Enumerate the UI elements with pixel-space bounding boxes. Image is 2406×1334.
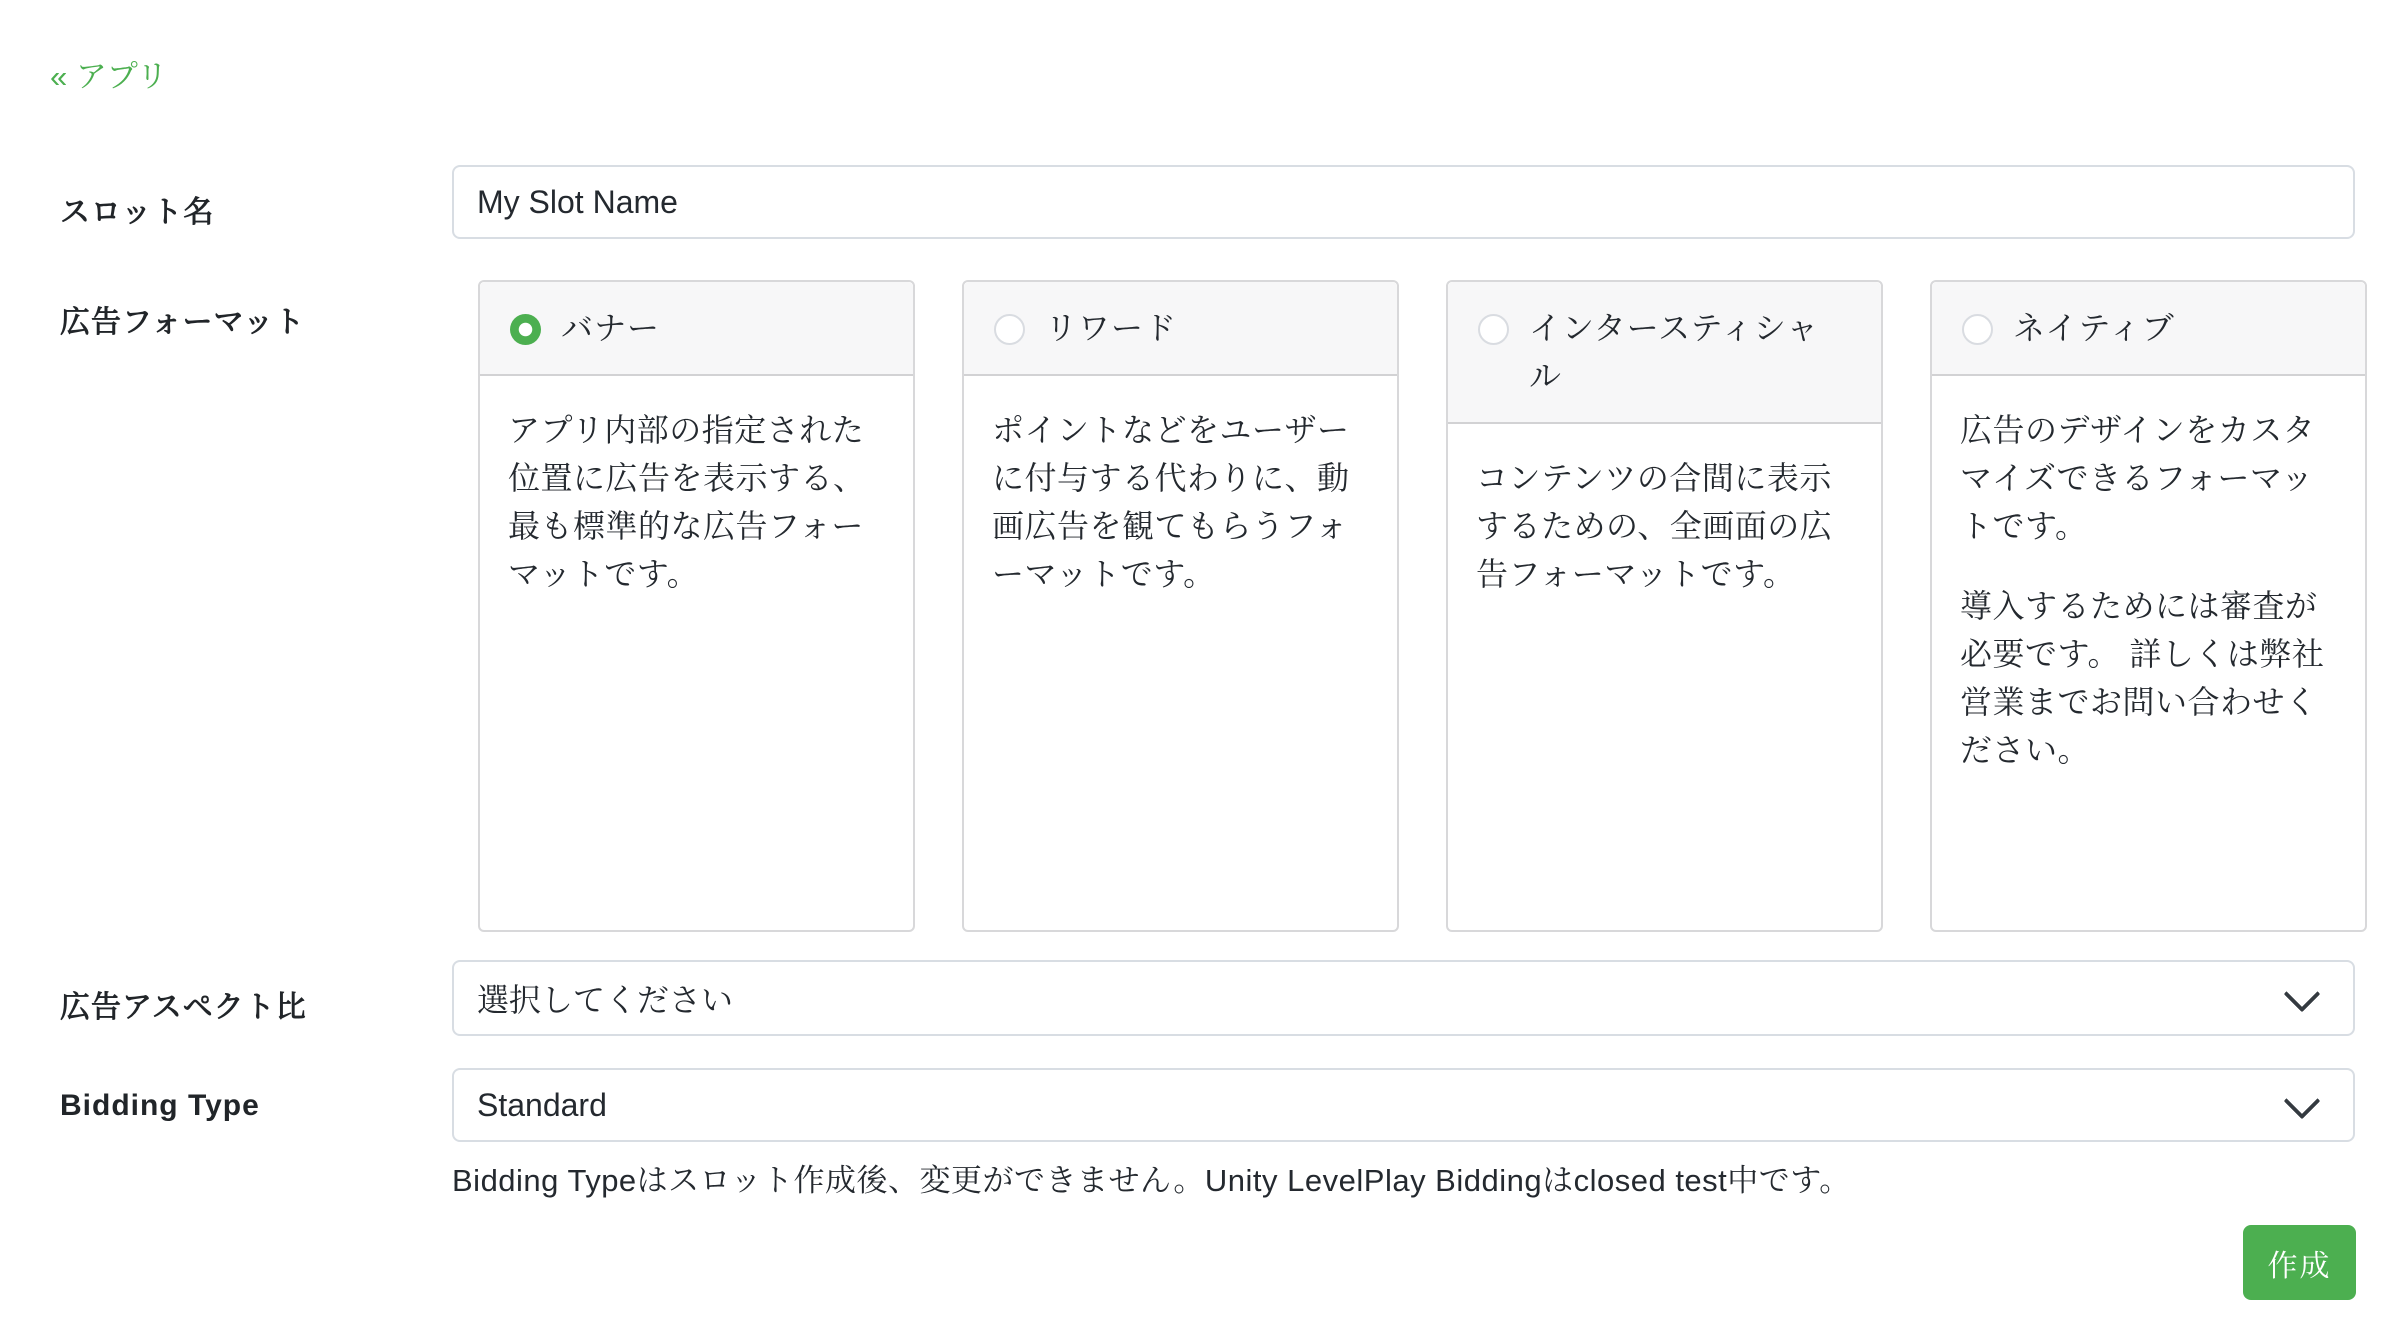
option-title: ネイティブ bbox=[2013, 310, 2175, 346]
card-header bbox=[1932, 282, 2365, 376]
option-title: インタースティシャル bbox=[1529, 310, 1820, 394]
option-title: バナー bbox=[561, 310, 661, 346]
description-text-2: 導入するためには審査が必要です。 詳しくは弊社営業までお問い合わせください。 bbox=[1960, 588, 2325, 768]
ad-format-option-banner[interactable] bbox=[478, 280, 915, 932]
slot-name-label: スロット名 bbox=[60, 196, 215, 229]
create-button[interactable]: 作成 bbox=[2243, 1225, 2356, 1300]
ad-format-option-interstitial[interactable] bbox=[1446, 280, 1883, 932]
radio-icon[interactable] bbox=[1962, 314, 1993, 345]
radio-icon[interactable] bbox=[994, 314, 1025, 345]
radio-icon[interactable] bbox=[510, 314, 541, 345]
card-header bbox=[964, 282, 1397, 376]
card-header bbox=[480, 282, 913, 376]
bidding-type-label: Bidding Type bbox=[60, 1089, 260, 1122]
card-header bbox=[1448, 282, 1881, 424]
description-text: ポイントなどをユーザーに付与する代わりに、動画広告を観てもらうフォーマットです。 bbox=[992, 412, 1350, 592]
aspect-ratio-value: 選択してください bbox=[477, 982, 734, 1018]
ad-format-label: 広告フォーマット bbox=[60, 306, 306, 339]
description-text: アプリ内部の指定された位置に広告を表示する、最も標準的な広告フォーマットです。 bbox=[508, 412, 866, 592]
description-text: コンテンツの合間に表示するための、全画面の広告フォーマットです。 bbox=[1476, 460, 1833, 592]
aspect-ratio-label: 広告アスペクト比 bbox=[60, 991, 307, 1024]
option-description bbox=[964, 376, 1397, 628]
option-description bbox=[1932, 376, 2365, 804]
option-title: リワード bbox=[1045, 310, 1178, 346]
bidding-type-value: Standard bbox=[477, 1086, 607, 1123]
chevron-down-icon bbox=[2284, 1083, 2321, 1120]
radio-icon[interactable] bbox=[1478, 314, 1509, 345]
option-description bbox=[1448, 424, 1881, 628]
back-link[interactable]: « アプリ bbox=[50, 59, 168, 94]
chevron-down-icon bbox=[2284, 976, 2321, 1013]
bidding-type-select[interactable] bbox=[452, 1068, 2355, 1142]
description-text: 広告のデザインをカスタマイズできるフォーマットです。 bbox=[1960, 412, 2316, 544]
aspect-ratio-select[interactable] bbox=[452, 960, 2355, 1036]
option-description bbox=[480, 376, 913, 628]
ad-format-options bbox=[478, 280, 2367, 932]
ad-format-option-reward[interactable] bbox=[962, 280, 1399, 932]
ad-format-option-native[interactable] bbox=[1930, 280, 2367, 932]
bidding-type-note: Bidding Typeはスロット作成後、変更ができません。Unity LevelPlay Biddingはclosed test中です。 bbox=[452, 1163, 1851, 1198]
slot-name-input[interactable] bbox=[452, 165, 2355, 239]
